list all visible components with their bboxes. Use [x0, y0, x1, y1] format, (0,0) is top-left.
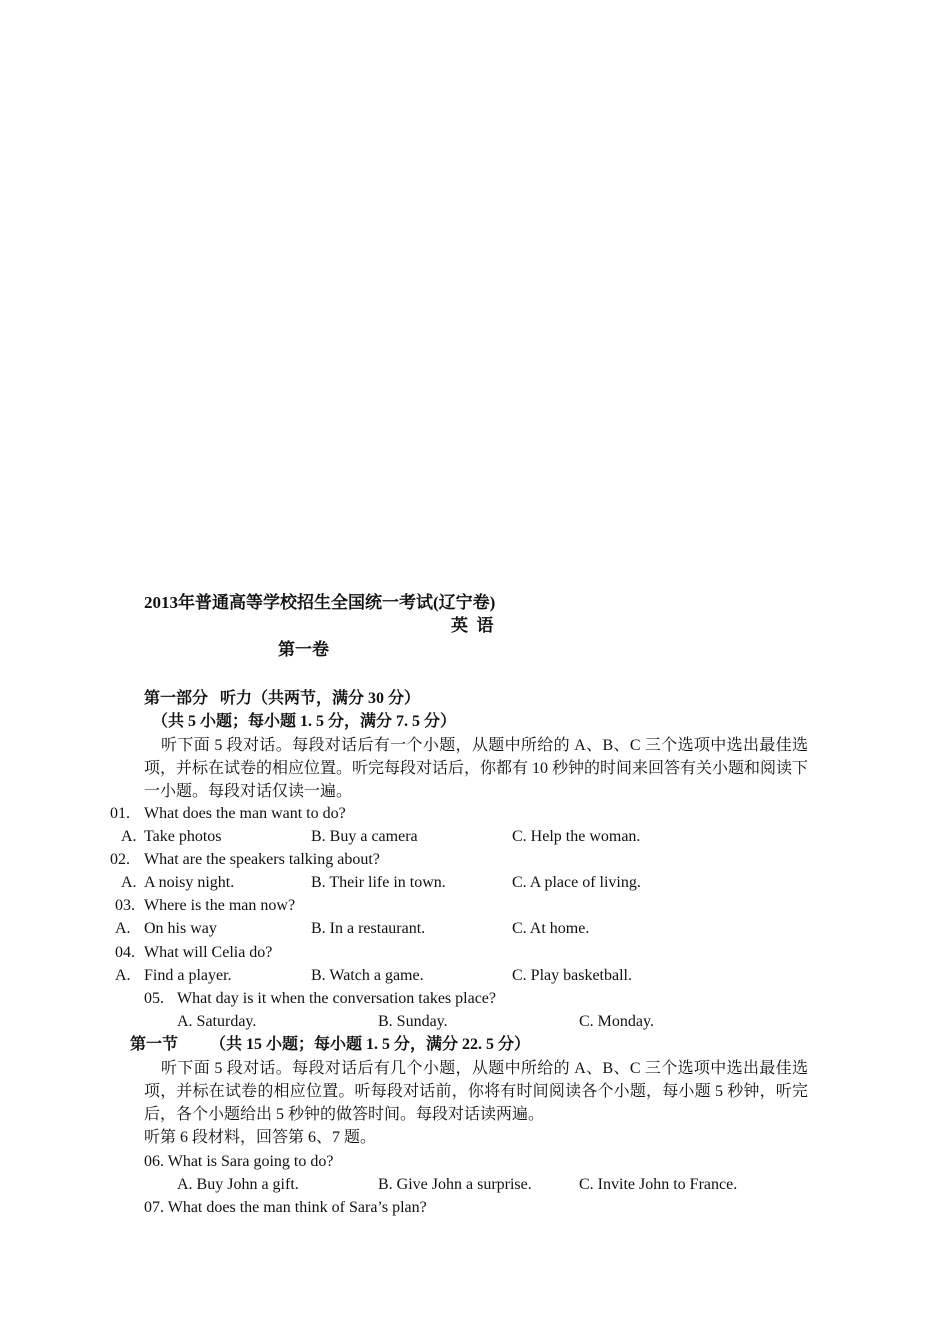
question-text: What will Celia do? [144, 944, 273, 961]
option-a[interactable]: A. Buy John a gift. [177, 1176, 299, 1193]
question-text: What does the man want to do? [144, 805, 346, 822]
instructions-text: 听下面 5 段对话。每段对话后有几个小题，从题中所给的 A、B、C 三个选项中选出最佳选项，并标在试卷的相应位置。听每段对话前，你将有时间阅读各个小题，每小题 5 秒钟，听完后，各个小题给出 5 秒钟的做答时间。每段对话读两遍。 [144, 1060, 808, 1123]
option-b[interactable]: B. Watch a game. [311, 967, 424, 984]
section2-note: （共 15 小题；每小题 1. 5 分，满分 22. 5 分） [210, 1036, 531, 1053]
option-c[interactable]: C. Monday. [579, 1013, 654, 1030]
question-number: 05. [144, 990, 164, 1007]
question-text: 07. What does the man think of Sara’s plan? [144, 1199, 427, 1216]
option-c[interactable]: C. Help the woman. [512, 828, 641, 845]
subject-title: 英 语 [451, 616, 494, 635]
instructions-text: 听下面 5 段对话。每段对话后有一个小题，从题中所给的 A、B、C 三个选项中选出最佳选项，并标在试卷的相应位置。听完每段对话后，你都有 10 秒钟的时间来回答有关小题和阅读下一小题。每段对话仅读一遍。 [144, 737, 809, 800]
question-text: 06. What is Sara going to do? [144, 1153, 334, 1170]
section1-note: （共 5 小题；每小题 1. 5 分，满分 7. 5 分） [152, 713, 457, 730]
option-c[interactable]: C. Invite John to France. [579, 1176, 738, 1193]
option-label: A. [115, 967, 131, 984]
option-b[interactable]: B. Buy a camera [311, 828, 418, 845]
option-a[interactable]: Take photos [144, 828, 222, 845]
option-label: A. [121, 828, 137, 845]
option-a[interactable]: A noisy night. [144, 874, 235, 891]
option-b[interactable]: B. Give John a surprise. [378, 1176, 532, 1193]
option-c[interactable]: C. At home. [512, 920, 590, 937]
section2-label: 第一节 [130, 1036, 179, 1053]
option-label: A. [121, 874, 137, 891]
question-text: Where is the man now? [144, 897, 296, 914]
option-a[interactable]: On his way [144, 920, 217, 937]
option-a[interactable]: Find a player. [144, 967, 232, 984]
question-text: What day is it when the conversation takes place? [177, 990, 496, 1007]
exam-title: 2013年普通高等学校招生全国统一考试(辽宁卷) [144, 593, 496, 612]
section2-instructions [144, 1057, 808, 1126]
volume-title: 第一卷 [278, 640, 329, 659]
option-b[interactable]: B. In a restaurant. [311, 920, 426, 937]
question-number: 04. [115, 944, 135, 961]
part1-title: 第一部分 听力（共两节，满分 30 分） [144, 690, 421, 707]
option-b[interactable]: B. Sunday. [378, 1013, 448, 1030]
question-number: 02. [110, 851, 130, 868]
part1-instructions [144, 734, 808, 803]
option-label: A. [115, 920, 131, 937]
option-c[interactable]: C. Play basketball. [512, 967, 632, 984]
material-note: 听第 6 段材料，回答第 6、7 题。 [144, 1129, 377, 1146]
question-number: 03. [115, 897, 135, 914]
option-a[interactable]: A. Saturday. [177, 1013, 257, 1030]
option-c[interactable]: C. A place of living. [512, 874, 641, 891]
question-number: 01. [110, 805, 130, 822]
option-b[interactable]: B. Their life in town. [311, 874, 446, 891]
question-text: What are the speakers talking about? [144, 851, 380, 868]
